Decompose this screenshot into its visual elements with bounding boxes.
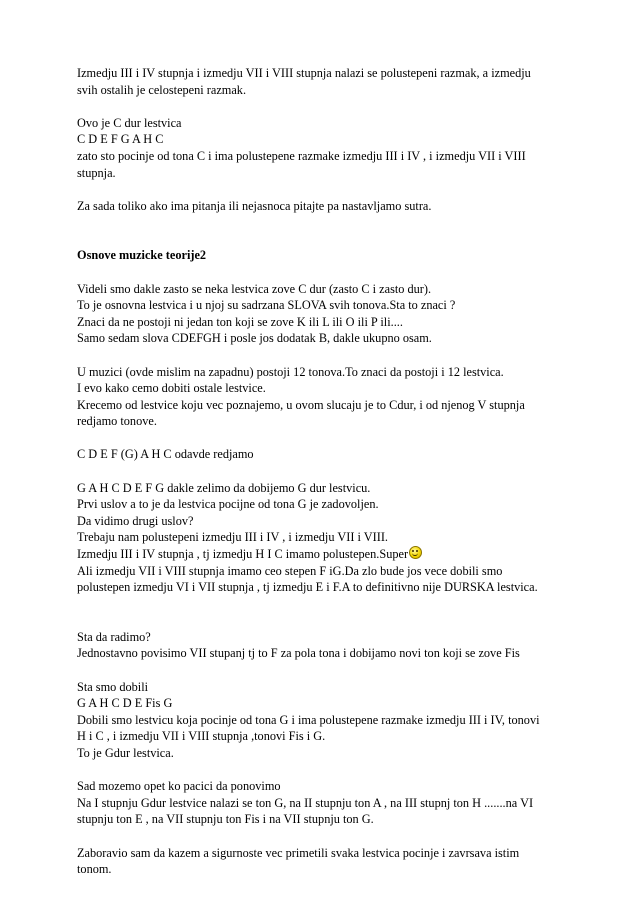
text-line: To je Gdur lestvica. xyxy=(77,745,174,760)
text-line: Sta da radimo? xyxy=(77,629,151,644)
text-line: G A H C D E Fis G xyxy=(77,696,173,711)
letters-paragraph xyxy=(77,281,577,347)
text-line: Samo sedam slova CDEFGH i posle jos dodatak B, dakle ukupno osam. xyxy=(77,331,432,346)
text-line: Da vidimo drugi uslov? xyxy=(77,513,194,528)
c-scale-paragraph xyxy=(77,115,577,181)
closing-paragraph-2 xyxy=(77,845,577,878)
text-line: Jednostavno povisimo VII stupanj tj to F za pola tona i dobijamo novi ton koji se zove Fis xyxy=(77,646,520,661)
g-attempt-paragraph xyxy=(77,480,577,596)
text-line: Dobili smo lestvicu koja pocinje od tona G i ima polustepene razmake izmedju III i IV, tonovi xyxy=(77,712,540,727)
document-page xyxy=(77,65,577,894)
text-line: Videli smo dakle zasto se neka lestvica zove C dur (zasto C i zasto dur). xyxy=(77,281,432,296)
text-line: C D E F (G) A H C odavde redjamo xyxy=(77,447,254,462)
text-line: stupnju ton E , na VII stupnju ton Fis i na VII stupnju ton G. xyxy=(77,812,374,827)
text-line: redjamo tonove. xyxy=(77,414,157,429)
text-line: Sta smo dobili xyxy=(77,679,149,694)
text-line-with-smiley xyxy=(77,546,577,563)
text-line: I evo kako cemo dobiti ostale lestvice. xyxy=(77,381,266,396)
what-now-paragraph xyxy=(77,629,577,662)
intro-paragraph xyxy=(77,65,577,98)
section-heading: Osnove muzicke teorije2 xyxy=(77,248,207,263)
text-line: U muzici (ovde mislim na zapadnu) postoji 12 tonova.To znaci da postoji i 12 lestvica. xyxy=(77,364,504,379)
repeat-paragraph xyxy=(77,778,577,828)
text-line: Izmedju III i IV stupnja i izmedju VII i VIII stupnja nalazi se polustepeni razmak, a izmedju xyxy=(77,66,531,80)
text-line: H i C , i izmedju VII i VIII stupnja ,tonovi Fis i G. xyxy=(77,729,326,744)
smiley-face-icon xyxy=(409,546,422,559)
text-line: svih ostalih je celostepeni razmak. xyxy=(77,82,247,97)
text-line: Na I stupnju Gdur lestvice nalazi se ton G, na II stupnju ton A , na III stupnj ton H .......na VI xyxy=(77,795,534,810)
result-paragraph xyxy=(77,679,577,762)
closing-paragraph xyxy=(77,198,577,215)
text-line: G A H C D E F G dakle zelimo da dobijemo G dur lestvicu. xyxy=(77,480,371,495)
text-line: tonom. xyxy=(77,862,112,877)
text-line: zato sto pocinje od tona C i ima polustepene razmake izmedju III i IV , i izmedju VII i VIII xyxy=(77,148,526,163)
text-line: polustepen izmedju VI i VII stupnja , tj izmedju E i F.A to definitivno nije DURSKA lestvica. xyxy=(77,580,538,595)
text-line: Znaci da ne postoji ni jedan ton koji se zove K ili L ili O ili P ili.... xyxy=(77,314,403,329)
text-line: Ovo je C dur lestvica xyxy=(77,115,182,130)
text-line: Prvi uslov a to je da lestvica pocijne od tona G je zadovoljen. xyxy=(77,497,379,512)
text-line: Zaboravio sam da kazem a sigurnoste vec primetili svaka lestvica pocinje i zavrsava istim xyxy=(77,845,520,860)
text-line: Ali izmedju VII i VIII stupnja imamo ceo stepen F iG.Da zlo bude jos vece dobili smo xyxy=(77,563,503,578)
text-line: C D E F G A H C xyxy=(77,132,164,147)
twelve-tones-paragraph xyxy=(77,364,577,430)
text-line: Trebaju nam polustepeni izmedju III i IV , i izmedju VII i VIII. xyxy=(77,530,389,545)
text-line: Krecemo od lestvice koju vec poznajemo, u ovom slucaju je to Cdur, i od njenog V stupnja xyxy=(77,397,525,412)
ordering-paragraph xyxy=(77,446,577,463)
text-line: Sad mozemo opet ko pacici da ponovimo xyxy=(77,779,281,794)
text-line: Za sada toliko ako ima pitanja ili nejasnoca pitajte pa nastavljamo sutra. xyxy=(77,198,432,213)
text-line: Izmedju III i IV stupnja , tj izmedju H I C imamo polustepen.Super xyxy=(77,547,409,562)
text-line: stupnja. xyxy=(77,165,116,180)
text-line: To je osnovna lestvica i u njoj su sadrzana SLOVA svih tonova.Sta to znaci ? xyxy=(77,298,456,313)
